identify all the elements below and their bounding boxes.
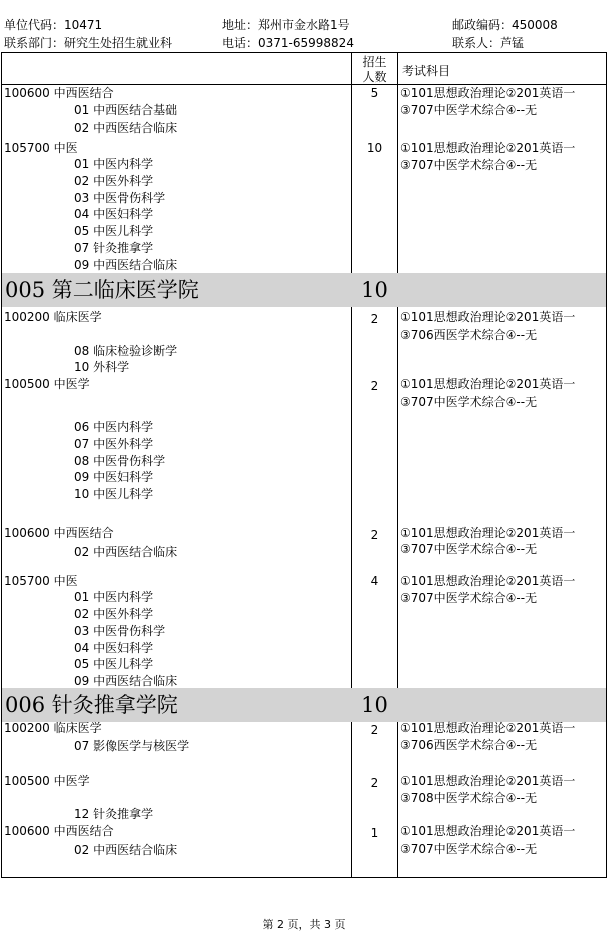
exam-line1: ①101思想政治理论②201英语一 (400, 774, 576, 788)
column-divider (351, 53, 352, 877)
major-label: 100600 中西医结合 (4, 526, 114, 540)
direction-item: 01 中医内科学 (74, 590, 154, 604)
direction-item: 01 中西医结合基础 (74, 103, 178, 117)
column-divider (397, 53, 398, 877)
exam-line2: ③708中医学术综合④--无 (400, 791, 538, 805)
exam-line2: ③706西医学术综合④--无 (400, 328, 538, 342)
enroll-count: 2 (370, 312, 379, 326)
direction-item: 08 中医骨伤科学 (74, 454, 166, 468)
major-label: 100600 中西医结合 (4, 824, 114, 838)
enroll-count: 4 (370, 574, 379, 588)
exam-line1: ①101思想政治理论②201英语一 (400, 141, 576, 155)
direction-item: 07 中医外科学 (74, 437, 154, 451)
direction-item: 05 中医儿科学 (74, 224, 154, 238)
direction-item: 02 中医外科学 (74, 174, 154, 188)
enroll-count: 2 (370, 528, 379, 542)
col-enroll-header-line1: 招生 (362, 55, 387, 69)
exam-line1: ①101思想政治理论②201英语一 (400, 377, 576, 391)
exam-line2: ③707中医学术综合④--无 (400, 103, 538, 117)
exam-line1: ①101思想政治理论②201英语一 (400, 574, 576, 588)
direction-item: 04 中医妇科学 (74, 641, 154, 655)
direction-item: 08 临床检验诊断学 (74, 344, 178, 358)
direction-item: 10 中医儿科学 (74, 487, 154, 501)
direction-item: 09 中西医结合临床 (74, 258, 178, 272)
exam-line2: ③707中医学术综合④--无 (400, 395, 538, 409)
enroll-count: 10 (366, 141, 383, 155)
exam-line2: ③707中医学术综合④--无 (400, 542, 538, 556)
direction-item: 07 影像医学与核医学 (74, 739, 190, 753)
enroll-count: 2 (370, 379, 379, 393)
exam-line1: ①101思想政治理论②201英语一 (400, 824, 576, 838)
exam-line1: ①101思想政治理论②201英语一 (400, 721, 576, 735)
exam-line2: ③707中医学术综合④--无 (400, 158, 538, 172)
school-name: 005 第二临床医学院 (5, 278, 199, 302)
major-label: 100200 临床医学 (4, 721, 102, 735)
direction-item: 12 针灸推拿学 (74, 807, 154, 821)
page-footer: 第 2 页，共 3 页 (262, 918, 346, 931)
major-label: 100600 中西医结合 (4, 86, 114, 100)
enroll-count: 1 (370, 826, 379, 840)
direction-item: 04 中医妇科学 (74, 207, 154, 221)
direction-item: 06 中医内科学 (74, 420, 154, 434)
exam-line2: ③707中医学术综合④--无 (400, 842, 538, 856)
admission-table (1, 52, 607, 878)
major-label: 105700 中医 (4, 141, 78, 155)
exam-line1: ①101思想政治理论②201英语一 (400, 86, 576, 100)
direction-item: 01 中医内科学 (74, 157, 154, 171)
school-count: 10 (361, 278, 388, 302)
direction-item: 02 中西医结合临床 (74, 121, 178, 135)
contact-person: 联系人：芦锰 (452, 36, 525, 50)
exam-line1: ①101思想政治理论②201英语一 (400, 310, 576, 324)
major-label: 100200 临床医学 (4, 310, 102, 324)
col-exam-header: 考试科目 (402, 64, 451, 78)
direction-item: 02 中西医结合临床 (74, 545, 178, 559)
direction-item: 07 针灸推拿学 (74, 241, 154, 255)
major-label: 100500 中医学 (4, 377, 90, 391)
exam-line2: ③707中医学术综合④--无 (400, 591, 538, 605)
major-label: 105700 中医 (4, 574, 78, 588)
exam-line1: ①101思想政治理论②201英语一 (400, 526, 576, 540)
enroll-count: 2 (370, 723, 379, 737)
school-name: 006 针灸推拿学院 (5, 693, 178, 717)
enroll-count: 5 (370, 86, 379, 100)
direction-item: 09 中西医结合临床 (74, 674, 178, 688)
direction-item: 10 外科学 (74, 360, 130, 374)
direction-item: 09 中医妇科学 (74, 470, 154, 484)
exam-line2: ③706西医学术综合④--无 (400, 738, 538, 752)
enroll-count: 2 (370, 776, 379, 790)
col-enroll-header-line2: 人数 (362, 70, 387, 84)
direction-item: 02 中医外科学 (74, 607, 154, 621)
address: 地址：郑州市金水路1号 (222, 18, 350, 32)
phone: 电话：0371-65998824 (222, 36, 354, 50)
direction-item: 02 中西医结合临床 (74, 843, 178, 857)
postcode: 邮政编码：450008 (452, 18, 558, 32)
contact-department: 联系部门：研究生处招生就业科 (4, 36, 173, 50)
direction-item: 03 中医骨伤科学 (74, 624, 166, 638)
unit-code: 单位代码：10471 (4, 18, 103, 32)
major-label: 100500 中医学 (4, 774, 90, 788)
direction-item: 03 中医骨伤科学 (74, 191, 166, 205)
school-count: 10 (361, 693, 388, 717)
direction-item: 05 中医儿科学 (74, 657, 154, 671)
